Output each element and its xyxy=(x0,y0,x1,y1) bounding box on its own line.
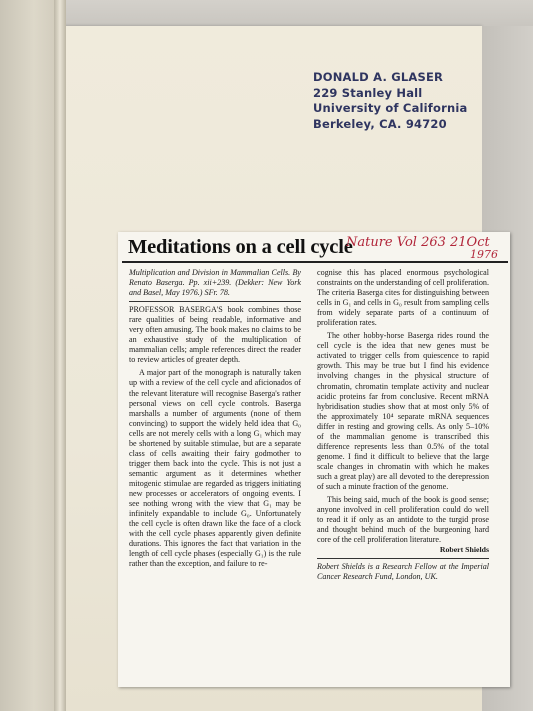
stamp-line-3: Berkeley, CA. 94720 xyxy=(313,116,447,131)
book-cover-board xyxy=(0,0,62,711)
right-column xyxy=(317,268,489,582)
address-stamp xyxy=(313,70,467,132)
stamp-line-2: University of California xyxy=(313,101,468,115)
headline-rule xyxy=(122,261,508,263)
book-hinge xyxy=(54,0,66,711)
background-top xyxy=(0,0,533,28)
review-headline: Meditations on a cell cycle xyxy=(128,236,353,258)
paragraph-2: A major part of the monograph is naturally taken up with a review of the cell cycle and aficionados of the relevant literature will recognise Baserga's rather personal views on cell cycle controls. Baserga marshalls a number of arguments (none of them convincing) to support the widely held idea that G₀ cells are not merely cells with a long G₁ which may be shortened by suitable stimulae, but are a separate class of cells awaiting their fairy godmother to trigger them back into the cycle. This is not just a semantic argument as it determines whether mitogenic stimulae are regarded as triggers initiating new processes or accelerators of ongoing events. I see nothing wrong with the view that G₁ may be infinitely expandable to include G₀. Unfortunately the cell cycle is often drawn like the face of a clock with the cell cycle phases apparently given definite durations. This ignores the fact that variation in the length of cell cycle phases (especially G₁) is the rule rather than the exception, and failure to re- xyxy=(129,368,301,569)
paragraph-3: cognise this has placed enormous psychological constraints on the understanding of cell proliferation. The criteria Baserga cites for distinguishing between cells in G₁ and cells in G₀ result from sampling cells from widely separate parts of a continuum of proliferation rates. xyxy=(317,268,489,328)
reviewer-name: Robert Shields xyxy=(439,545,489,555)
newspaper-clipping xyxy=(118,232,510,687)
paragraph-1: PROFESSOR BASERGA'S book combines those rare qualities of being readable, informative and very often amusing. The book makes no claims to be an exhaustive study of the multiplication of mammalian cells; ample references direct the reader to review articles of greater depth. xyxy=(129,305,301,365)
reviewer-bio: Robert Shields is a Research Fellow at the Imperial Cancer Research Fund, London, UK. xyxy=(317,562,489,582)
book-citation: Multiplication and Division in Mammalian Cells. By Renato Baserga. Pp. xii+239. (Dekker: New York and Basel, May 1976.) SFr. 78. xyxy=(129,268,301,298)
byline-rule xyxy=(317,558,489,559)
stamp-line-1: 229 Stanley Hall xyxy=(313,85,423,100)
paragraph-4: The other hobby-horse Baserga rides round the cell cycle is the idea that new genes must be activated to trigger cells from quiescence to rapid growth. This may be true but I find his evidence involving changes in the physical structure of chromatin, chromatin template activity and nuclear acidic proteins far from conclusive. Recent mRNA hybridisation studies show that at most only 5% of the approximately 10⁴ separate mRNA sequences differ in resting and growing cells. As only 5–10% of the mammalian genome is transcribed this difference represents less than 0.5% of the total genome. I find it difficult to believe that the large scale changes in chromatin with which he makes such a great play) are all devoted to the derepression of such a minute fraction of the genome. xyxy=(317,331,489,491)
paragraph-5: This being said, much of the book is good sense; anyone involved in cell proliferation could do well to read it if only as an antidote to the turgid prose and thought behind much of the burgeoning hard core of the cell proliferation literature. xyxy=(317,495,489,545)
citation-rule xyxy=(129,301,301,302)
handwritten-year: 1976 xyxy=(470,248,498,261)
handwritten-citation: Nature Vol 263 21Oct xyxy=(346,235,490,250)
stamp-name: DONALD A. GLASER xyxy=(313,70,444,84)
left-column xyxy=(129,268,301,569)
